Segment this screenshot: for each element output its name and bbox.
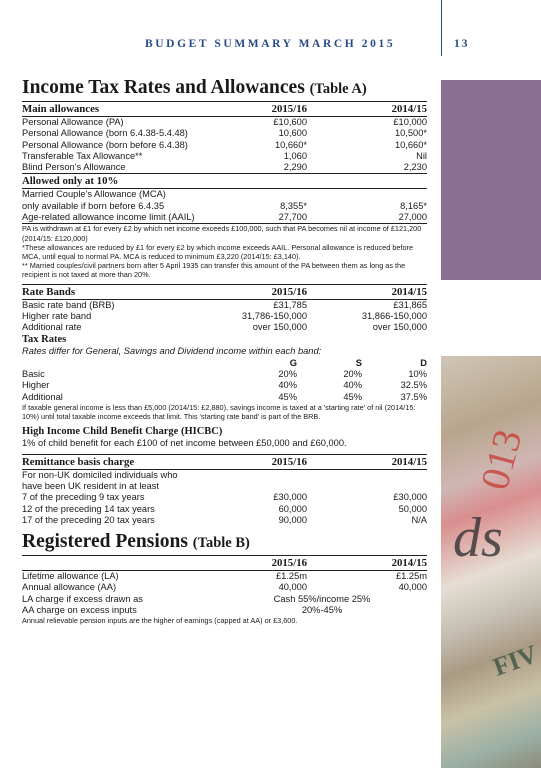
remittance-table <box>22 454 427 526</box>
pension-note: Annual relievable pension inputs are the higher of earnings (capped at AA) or £3,600. <box>22 616 298 626</box>
photo-text-1: 013 <box>471 424 531 495</box>
photo-text-2: ds <box>453 507 503 569</box>
table-row: Age-related allowance income limit (AAIL) 27,700 27,000 <box>22 212 427 224</box>
table-row: Personal Allowance (PA) £10,600 £10,000 <box>22 117 427 127</box>
table-row: Annual allowance (AA) 40,000 40,000 <box>22 582 427 593</box>
table-header: Main allowances 2015/16 2014/15 <box>22 103 427 115</box>
footnote: *These allowances are reduced by £1 for every £2 by which income exceeds AAIL. Personal allowance is reduced before MCA, until equal to normal PA. MCA is reduced to minimum £3,220 (2014/15: £3,140). <box>22 242 414 261</box>
table-row: AA charge on excess inputs 20%-45% <box>22 605 343 616</box>
footnote: ** Married couples/civil partners born after 5 April 1935 can transfer this amount of the PA between them as long as the recipient is not taxed at more than 20%. <box>22 261 406 280</box>
page-number: 13 <box>454 38 470 50</box>
table-row: 7 of the preceding 9 tax years £30,000 £30,000 <box>22 492 427 503</box>
tax-rates-heading: Tax Rates <box>22 334 67 346</box>
table-row: Higher rate band 31,786-150,000 31,866-150,000 <box>22 310 427 321</box>
side-banknote-photo <box>441 356 541 768</box>
table-row: Blind Person's Allowance 2,290 2,230 <box>22 162 427 174</box>
header-divider <box>441 0 442 56</box>
tax-rates-columns: G S D <box>289 357 427 368</box>
photo-text-3: FIV <box>489 639 541 682</box>
tax-rates-subtitle: Rates differ for General, Savings and Dividend income within each band: <box>22 346 322 357</box>
footnote: PA is withdrawn at £1 for every £2 by which net income exceeds £100,000, such that PA becomes nil at income of £121,200 (2014/15: £120,000) <box>22 224 422 243</box>
remittance-intro: have been UK resident in at least <box>22 480 159 491</box>
starting-rate-note: If taxable general income is less than £5,000 (2014/15: £2,880), savings income is taxed at a 'starting rate' of nil (2014/15: 10%) until total taxable income exceeds that limit. This 'starting rate band' is part of the BRB. <box>22 402 416 422</box>
main-allowances-table <box>22 101 427 174</box>
hicbc-text: 1% of child benefit for each £100 of net income between £50,000 and £60,000. <box>22 438 347 449</box>
table-row: Basic 20% 20% 10% <box>22 369 427 380</box>
table-row: Additional rate over 150,000 over 150,000 <box>22 322 427 333</box>
table-header: Remittance basis charge 2015/16 2014/15 <box>22 455 427 468</box>
pensions-table <box>22 555 427 625</box>
table-row: Higher 40% 40% 32.5% <box>22 380 427 391</box>
table-row: Transferable Tax Allowance** 1,060 Nil <box>22 150 427 161</box>
table-row: 12 of the preceding 14 tax years 60,000 50,000 <box>22 503 427 514</box>
mca-label: Married Couple's Allowance (MCA) <box>22 189 166 200</box>
remittance-intro: For non-UK domiciled individuals who <box>22 469 178 480</box>
table-header: 2015/16 2014/15 <box>22 556 427 571</box>
table-row: LA charge if excess drawn as Cash 55%/income 25% <box>22 593 371 604</box>
main-content <box>22 76 427 626</box>
table-row: 17 of the preceding 20 tax years 90,000 N/A <box>22 514 427 525</box>
hicbc-heading: High Income Child Benefit Charge (HICBC) <box>22 426 223 438</box>
table-row: only available if born before 6.4.35 8,355* 8,165* <box>22 200 427 211</box>
table-row: Personal Allowance (born before 6.4.38) 10,660* 10,660* <box>22 139 427 150</box>
table-row: Lifetime allowance (LA) £1.25m £1.25m <box>22 571 427 582</box>
side-color-block <box>441 80 541 280</box>
table-row: Personal Allowance (born 6.4.38-5.4.48) 10,600 10,500* <box>22 128 427 139</box>
allowed-at-10-heading: Allowed only at 10% <box>22 174 427 189</box>
table-header: Rate Bands 2015/16 2014/15 <box>22 285 427 298</box>
rate-bands-table <box>22 284 427 334</box>
header-title: BUDGET SUMMARY MARCH 2015 <box>145 38 396 50</box>
table-b-title: Registered Pensions (Table B) <box>22 531 250 553</box>
table-a-title: Income Tax Rates and Allowances (Table A) <box>22 77 367 98</box>
table-row: Additional 45% 45% 37.5% <box>22 391 427 402</box>
table-row: Basic rate band (BRB) £31,785 £31,865 <box>22 299 427 310</box>
